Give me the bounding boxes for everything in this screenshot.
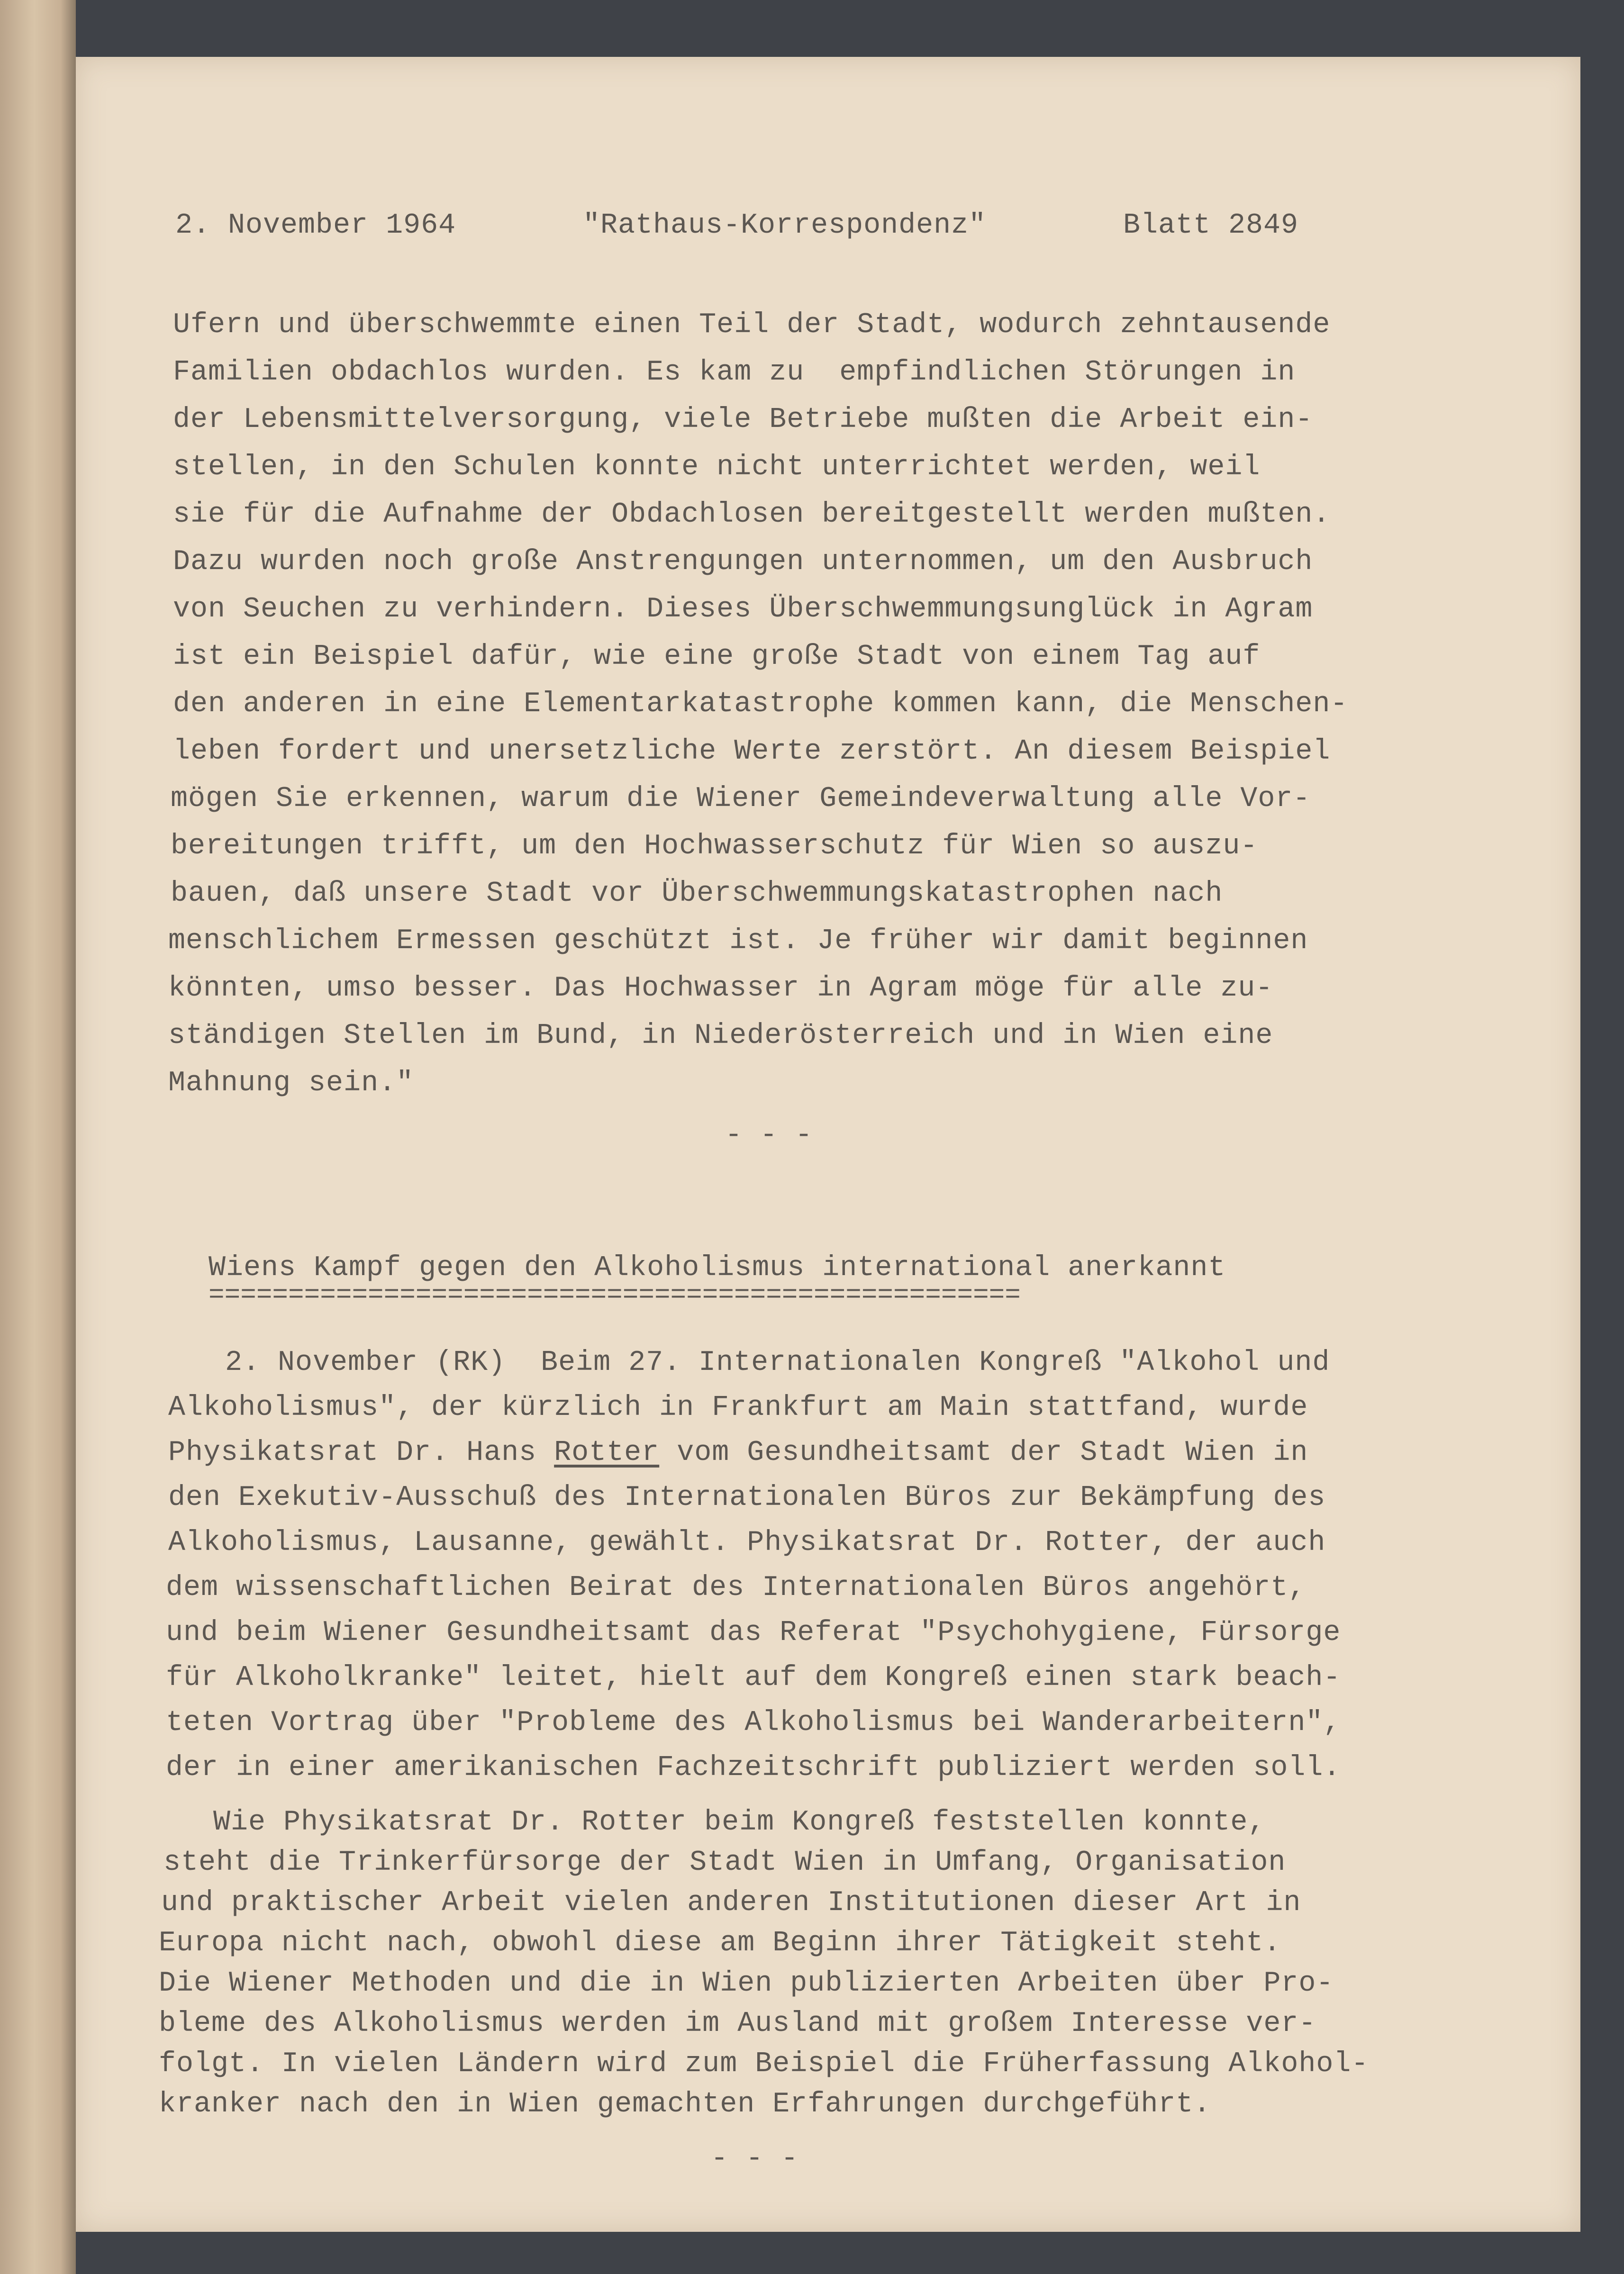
text-line: mögen Sie erkennen, warum die Wiener Gemeindeverwaltung alle Vor- [171, 783, 1311, 815]
text-line: könnten, umso besser. Das Hochwasser in Agram möge für alle zu- [168, 972, 1273, 1005]
text-line: Alkoholismus", der kürzlich in Frankfurt am Main stattfand, wurde [168, 1392, 1308, 1424]
text-line: und beim Wiener Gesundheitsamt das Referat "Psychohygiene, Fürsorge [166, 1617, 1341, 1649]
text-line: Familien obdachlos wurden. Es kam zu empfindlichen Störungen in [173, 356, 1296, 389]
underlined-name: Rotter [554, 1437, 660, 1469]
text-line: bauen, daß unsere Stadt vor Überschwemmungskatastrophen nach [171, 878, 1223, 910]
text-line: den Exekutiv-Ausschuß des Internationalen Büros zur Bekämpfung des [168, 1482, 1326, 1514]
article-title: Wiens Kampf gegen den Alkoholismus international anerkannt [209, 1252, 1226, 1284]
text-segment: Physikatsrat Dr. Hans [168, 1437, 554, 1469]
section-separator: - - - [725, 1119, 813, 1151]
text-line [168, 1436, 1308, 1470]
text-line: der Lebensmittelversorgung, viele Betriebe mußten die Arbeit ein- [173, 404, 1313, 436]
text-line: folgt. In vielen Ländern wird zum Beispiel die Früherfassung Alkohol- [159, 2048, 1369, 2080]
text-line: ständigen Stellen im Bund, in Niederösterreich und in Wien eine [168, 1020, 1273, 1052]
page-header [76, 57, 1580, 242]
text-line: Wie Physikatsrat Dr. Rotter beim Kongreß feststellen konnte, [213, 1806, 1266, 1839]
text-line: von Seuchen zu verhindern. Dieses Überschwemmungsunglück in Agram [173, 593, 1313, 625]
text-line: Europa nicht nach, obwohl diese am Beginn ihrer Tätigkeit steht. [159, 1927, 1281, 1959]
text-line: sie für die Aufnahme der Obdachlosen bereitgestellt werden mußten. [173, 498, 1331, 531]
text-line: Mahnung sein." [168, 1067, 414, 1099]
title-double-rule: =================================================== [209, 1280, 1021, 1310]
text-line: menschlichem Ermessen geschützt ist. Je früher wir damit beginnen [168, 925, 1308, 957]
section-separator: - - - [711, 2143, 799, 2175]
book-spine [0, 0, 76, 2274]
text-line: Alkoholismus, Lausanne, gewählt. Physikatsrat Dr. Rotter, der auch [168, 1527, 1326, 1559]
text-line: der in einer amerikanischen Fachzeitschrift publiziert werden soll. [166, 1752, 1341, 1784]
text-line: teten Vortrag über "Probleme des Alkoholismus bei Wanderarbeitern", [166, 1707, 1341, 1739]
text-line: leben fordert und unersetzliche Werte zerstört. An diesem Beispiel [173, 735, 1331, 768]
text-line: bereitungen trifft, um den Hochwasserschutz für Wien so auszu- [171, 830, 1258, 862]
document-page [76, 57, 1580, 2232]
text-line: bleme des Alkoholismus werden im Ausland mit großem Interesse ver- [159, 2008, 1316, 2040]
text-line: dem wissenschaftlichen Beirat des Internationalen Büros angehört, [166, 1572, 1306, 1604]
header-date: 2. November 1964 [175, 209, 456, 242]
text-line: Ufern und überschwemmte einen Teil der Stadt, wodurch zehntausende [173, 309, 1331, 341]
text-line: 2. November (RK) Beim 27. Internationalen Kongreß "Alkohol und [225, 1347, 1330, 1379]
text-line: Dazu wurden noch große Anstrengungen unternommen, um den Ausbruch [173, 546, 1313, 578]
text-line: den anderen in eine Elementarkatastrophe kommen kann, die Menschen- [173, 688, 1348, 720]
header-sheet-number: Blatt 2849 [1123, 209, 1299, 242]
text-line: für Alkoholkranke" leitet, hielt auf dem Kongreß einen stark beach- [166, 1662, 1341, 1694]
text-line: stellen, in den Schulen konnte nicht unterrichtet werden, weil [173, 451, 1261, 483]
text-line: ist ein Beispiel dafür, wie eine große Stadt von einem Tag auf [173, 641, 1261, 673]
text-line: steht die Trinkerfürsorge der Stadt Wien in Umfang, Organisation [163, 1847, 1286, 1879]
text-line: kranker nach den in Wien gemachten Erfahrungen durchgeführt. [159, 2088, 1211, 2120]
header-publication: "Rathaus-Korrespondenz" [583, 209, 987, 242]
text-segment: vom Gesundheitsamt der Stadt Wien in [659, 1437, 1308, 1469]
text-line: und praktischer Arbeit vielen anderen Institutionen dieser Art in [161, 1887, 1301, 1919]
text-line: Die Wiener Methoden und die in Wien publizierten Arbeiten über Pro- [159, 1967, 1334, 2000]
